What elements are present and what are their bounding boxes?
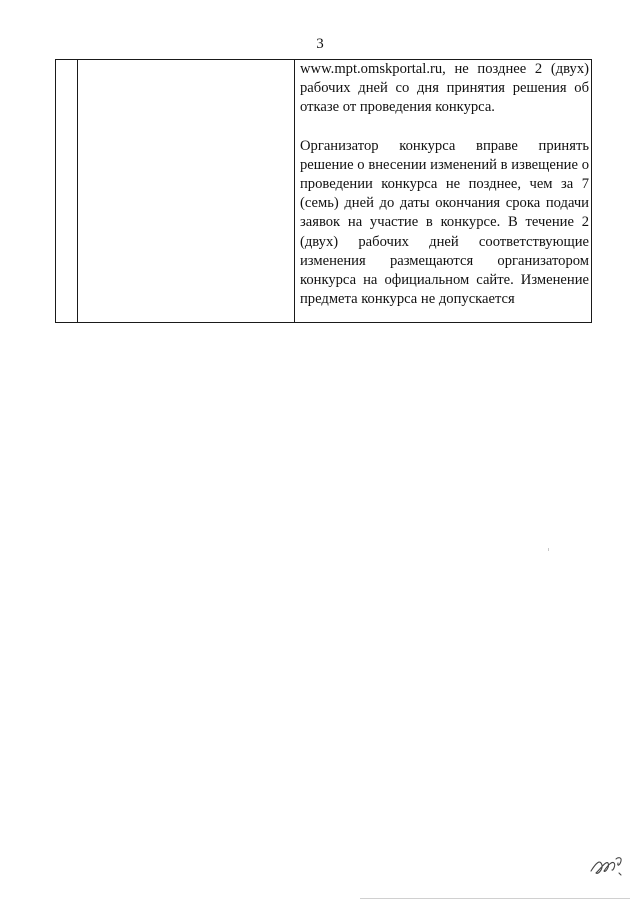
table-cell-text [300,60,589,309]
cell-paragraph-notice-refusal: www.mpt.omskportal.ru, не позднее 2 (двух) рабочих дней со дня принятия решения об отказе от проведения конкурса. [300,61,589,116]
page-number: 3 [316,36,324,52]
table-column-divider [77,60,78,322]
scan-speck [548,548,549,551]
handwritten-signature [588,851,628,881]
cell-paragraph-notice-changes: Организатор конкурса вправе принять решение о внесении изменений в извещение о проведении конкурса не позднее, чем за 7 (семь) дней до даты окончания срока подачи заявок на участие в конкурсе. В течение 2 (двух) рабочих дней соответствующие изменения размещаются организатором конкурса на официальном сайте. Изменение предмета конкурса не допускается [300,137,589,308]
table-column-divider [294,60,295,322]
document-table [55,59,592,323]
scan-edge-line [360,898,630,899]
